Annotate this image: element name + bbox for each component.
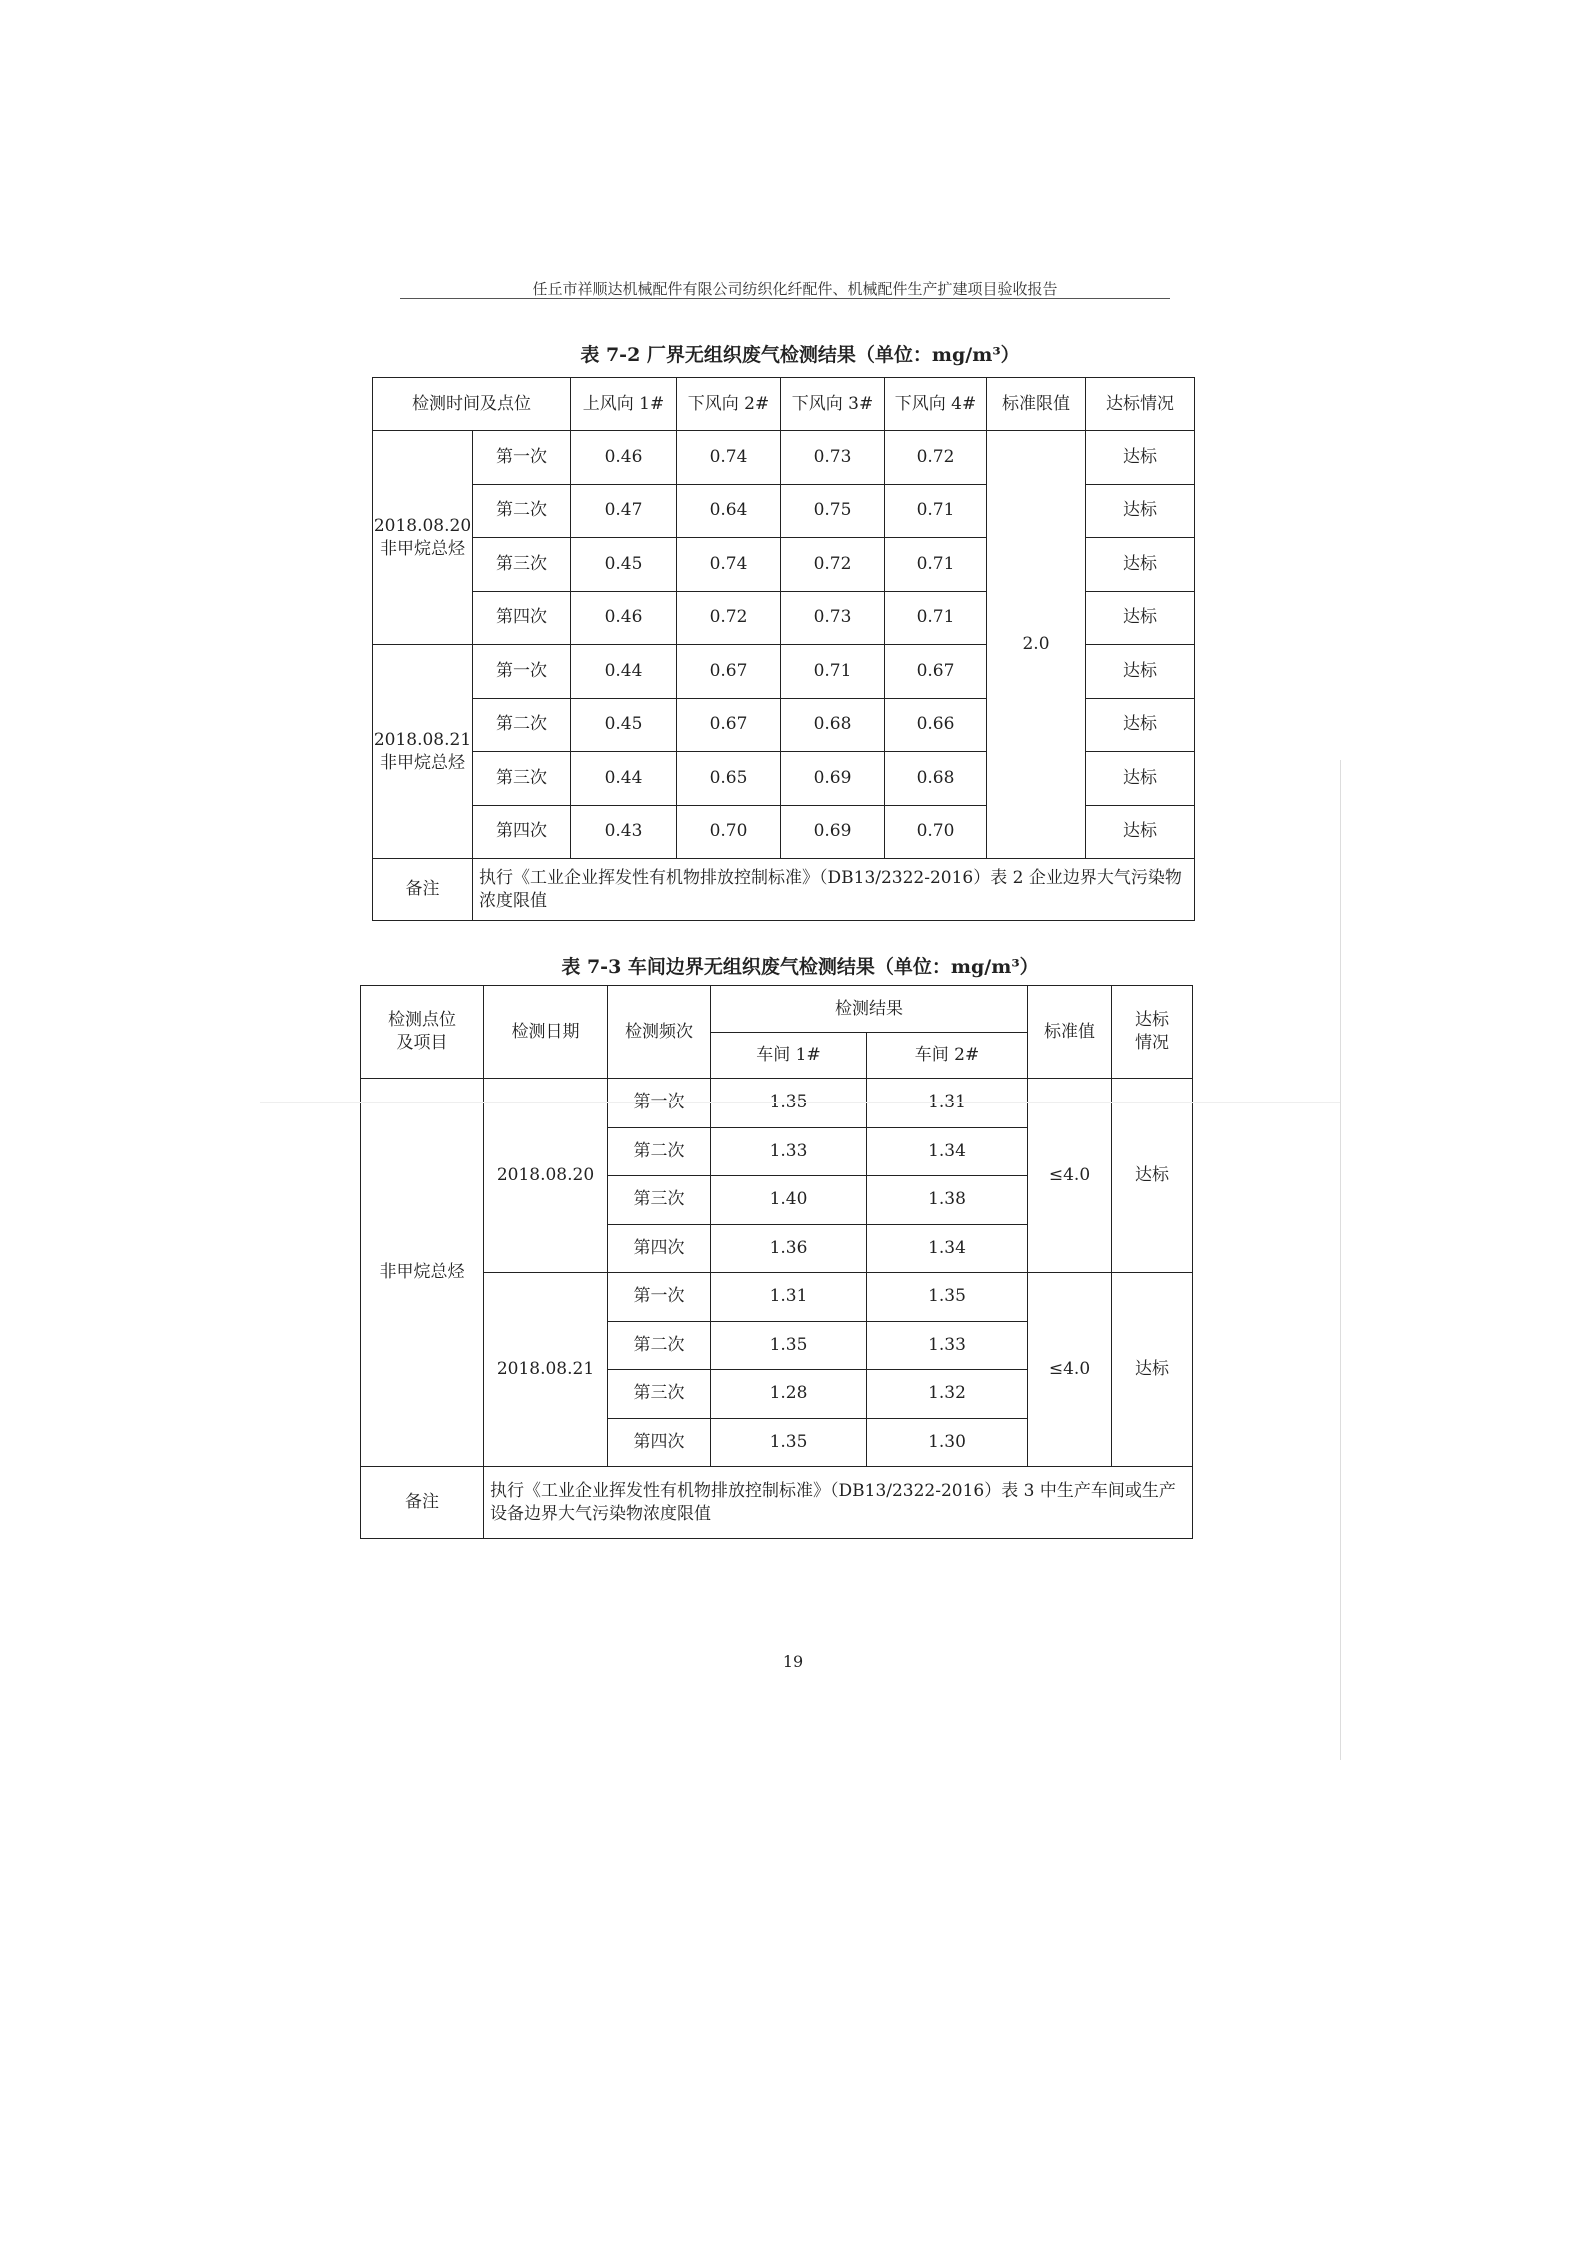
value-cell: 1.32 [867,1370,1028,1419]
table2-header-workshop-1: 车间 1# [711,1033,867,1079]
value-cell: 0.73 [781,591,885,645]
value-cell: 0.43 [571,805,677,859]
table1-header-status: 达标情况 [1086,378,1195,431]
table1-header-time-point: 检测时间及点位 [373,378,571,431]
value-cell: 0.47 [571,484,677,538]
value-cell: 0.71 [885,484,987,538]
table2-header-date: 检测日期 [484,986,608,1079]
value-cell: 0.74 [677,538,781,592]
value-cell: 0.69 [781,752,885,806]
status-cell: 达标 [1086,538,1195,592]
order-cell: 第一次 [608,1079,711,1128]
table1-caption: 表 7-2 厂界无组织废气检测结果（单位：mg/m³） [580,344,1020,366]
order-cell: 第二次 [473,484,571,538]
value-cell: 0.73 [781,431,885,485]
order-cell: 第二次 [473,698,571,752]
status-cell: 达标 [1086,484,1195,538]
value-cell: 1.38 [867,1176,1028,1225]
value-cell: 0.46 [571,591,677,645]
table2-caption: 表 7-3 车间边界无组织废气检测结果（单位：mg/m³） [561,956,1039,978]
value-cell: 0.45 [571,698,677,752]
value-cell: 1.35 [711,1418,867,1467]
note-label: 备注 [361,1467,484,1539]
order-cell: 第四次 [473,591,571,645]
group-item: 非甲烷总烃 [380,752,465,773]
value-cell: 1.31 [711,1273,867,1322]
table1-header-limit: 标准限值 [987,378,1086,431]
value-cell: 1.40 [711,1176,867,1225]
value-cell: 0.70 [885,805,987,859]
value-cell: 0.67 [885,645,987,699]
order-cell: 第一次 [473,431,571,485]
group-date: 2018.08.20 [373,515,472,536]
value-cell: 0.44 [571,645,677,699]
table1-header-downwind-4: 下风向 4# [885,378,987,431]
table1-group-label [373,431,473,645]
value-cell: 1.35 [867,1273,1028,1322]
header-rule [400,298,1170,299]
table1-limit-value: 2.0 [987,431,1086,859]
table-row [373,431,1195,485]
table2-header-standard: 标准值 [1028,986,1112,1079]
table1-note-row [373,859,1195,921]
report-header-title: 任丘市祥顺达机械配件有限公司纺织化纤配件、机械配件生产扩建项目验收报告 [532,280,1058,298]
table2-group-status: 达标 [1112,1273,1193,1467]
table2-header-workshop-2: 车间 2# [867,1033,1028,1079]
value-cell: 0.67 [677,698,781,752]
status-cell: 达标 [1086,591,1195,645]
order-cell: 第三次 [473,752,571,806]
value-cell: 0.72 [677,591,781,645]
value-cell: 0.66 [885,698,987,752]
order-cell: 第四次 [608,1224,711,1273]
note-text: 执行《工业企业挥发性有机物排放控制标准》（DB13/2322-2016）表 3 中生产车间或生产设备边界大气污染物浓度限值 [484,1467,1193,1539]
order-cell: 第一次 [473,645,571,699]
table2-group-date: 2018.08.21 [484,1273,608,1467]
status-cell: 达标 [1086,698,1195,752]
value-cell: 0.71 [885,591,987,645]
value-cell: 1.33 [711,1127,867,1176]
value-cell: 1.31 [867,1079,1028,1128]
value-cell: 0.70 [677,805,781,859]
header-line: 及项目 [396,1033,448,1053]
value-cell: 0.65 [677,752,781,806]
group-item: 非甲烷总烃 [380,538,465,559]
table1-header-downwind-3: 下风向 3# [781,378,885,431]
order-cell: 第三次 [608,1176,711,1225]
order-cell: 第一次 [608,1273,711,1322]
order-cell: 第四次 [608,1418,711,1467]
table2-group-date: 2018.08.20 [484,1079,608,1273]
header-line: 情况 [1135,1033,1169,1053]
table2-group-status: 达标 [1112,1079,1193,1273]
value-cell: 1.34 [867,1127,1028,1176]
table2-header-row [361,986,1193,1033]
status-cell: 达标 [1086,805,1195,859]
header-line: 检测点位 [388,1010,456,1031]
table2-header-status [1112,986,1193,1079]
order-cell: 第三次 [608,1370,711,1419]
table2-header-point [361,986,484,1079]
value-cell: 0.44 [571,752,677,806]
value-cell: 0.46 [571,431,677,485]
value-cell: 1.33 [867,1321,1028,1370]
status-cell: 达标 [1086,752,1195,806]
table2-header-freq: 检测频次 [608,986,711,1079]
table1-header-downwind-2: 下风向 2# [677,378,781,431]
table2-header-result: 检测结果 [711,986,1028,1033]
value-cell: 1.28 [711,1370,867,1419]
order-cell: 第二次 [608,1127,711,1176]
order-cell: 第二次 [608,1321,711,1370]
table1-header-row [373,378,1195,431]
table2 [360,985,1193,1539]
value-cell: 0.64 [677,484,781,538]
table-row [361,1273,1193,1322]
value-cell: 1.30 [867,1418,1028,1467]
order-cell: 第四次 [473,805,571,859]
value-cell: 0.75 [781,484,885,538]
table1 [372,377,1195,921]
table2-group-standard: ≤4.0 [1028,1079,1112,1273]
value-cell: 0.72 [781,538,885,592]
header-line: 达标 [1135,1010,1169,1031]
table1-group-label [373,645,473,859]
value-cell: 0.71 [885,538,987,592]
page-number: 19 [782,1652,804,1671]
value-cell: 1.35 [711,1321,867,1370]
value-cell: 1.36 [711,1224,867,1273]
table2-group-standard: ≤4.0 [1028,1273,1112,1467]
scan-fold-line [260,1102,1340,1103]
value-cell: 0.67 [677,645,781,699]
value-cell: 0.74 [677,431,781,485]
value-cell: 0.69 [781,805,885,859]
value-cell: 1.34 [867,1224,1028,1273]
group-date: 2018.08.21 [373,729,472,750]
note-text: 执行《工业企业挥发性有机物排放控制标准》（DB13/2322-2016）表 2 企业边界大气污染物浓度限值 [473,859,1195,921]
note-label: 备注 [373,859,473,921]
value-cell: 0.45 [571,538,677,592]
status-cell: 达标 [1086,645,1195,699]
table2-note-row [361,1467,1193,1539]
value-cell: 0.68 [781,698,885,752]
table1-header-upwind-1: 上风向 1# [571,378,677,431]
value-cell: 1.35 [711,1079,867,1128]
value-cell: 0.72 [885,431,987,485]
value-cell: 0.71 [781,645,885,699]
table2-item: 非甲烷总烃 [361,1079,484,1467]
status-cell: 达标 [1086,431,1195,485]
order-cell: 第三次 [473,538,571,592]
scan-edge-line [1340,760,1341,1760]
value-cell: 0.68 [885,752,987,806]
